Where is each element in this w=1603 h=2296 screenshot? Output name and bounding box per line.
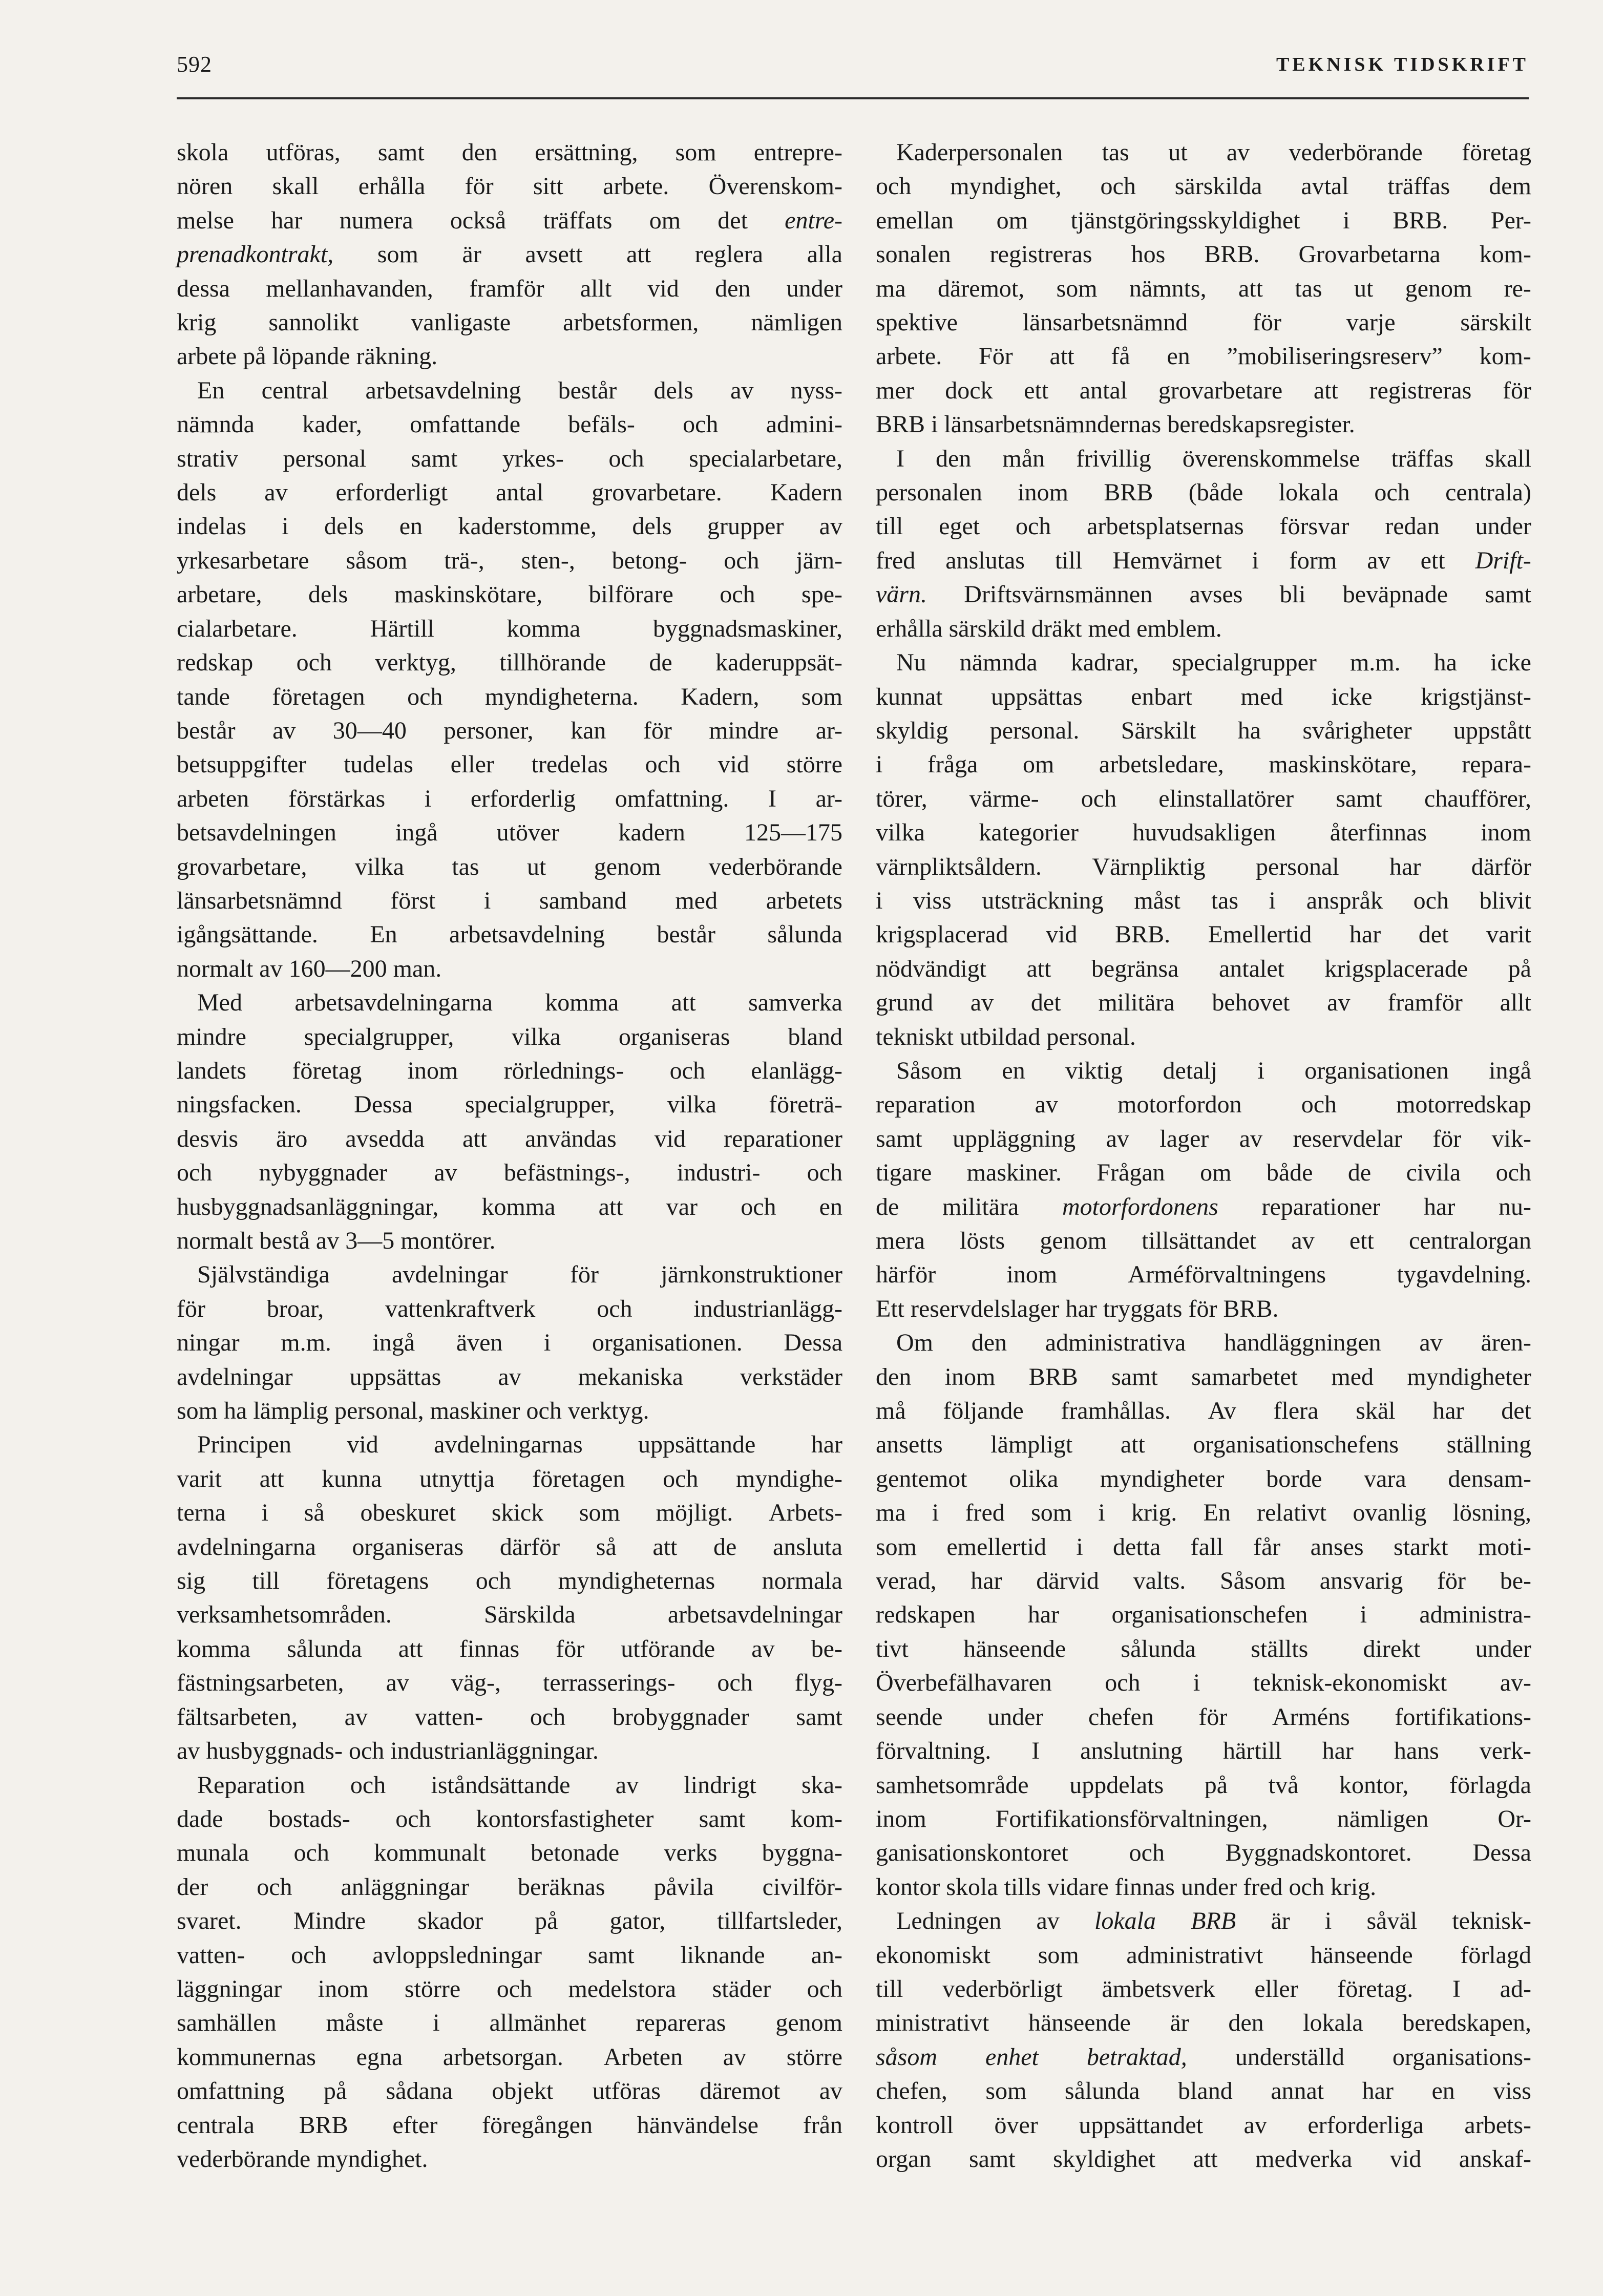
text-line: värnpliktsåldern. Värnpliktig personal har därför xyxy=(876,853,1531,880)
text-line: fältsarbeten, av vatten- och brobyggnader samt xyxy=(177,1703,842,1731)
text-line: skyldig personal. Särskilt ha svårigheter uppstått xyxy=(876,717,1531,744)
text-line: reparation av motorfordon och motorredskap xyxy=(876,1091,1531,1119)
text-line: betsuppgifter tudelas eller tredelas och vid större xyxy=(177,751,842,778)
journal-title: TEKNISK TIDSKRIFT xyxy=(1276,54,1529,75)
text-line: ekonomiskt som administrativt hänseende förlagd xyxy=(876,1941,1531,1969)
text-line: Om den administrativa handläggningen av ären- xyxy=(896,1329,1531,1357)
text-line: komma sålunda att finnas för utförande av be- xyxy=(177,1635,842,1662)
text-line: seende under chefen för Arméns fortifikations- xyxy=(876,1703,1531,1731)
text-line: betsavdelningen ingå utöver kadern 125—175 xyxy=(177,819,842,847)
text-line: törer, värme- och elinstallatörer samt chaufförer, xyxy=(876,785,1531,812)
text-line: krig sannolikt vanligaste arbetsformen, nämligen xyxy=(177,309,842,336)
text-line: dade bostads- och kontorsfastigheter samt kom- xyxy=(177,1805,842,1832)
text-line: dessa mellanhavanden, framför allt vid den under xyxy=(177,275,842,302)
text-line: nören skall erhålla för sitt arbete. Överenskom- xyxy=(177,173,842,200)
text-line: erhålla särskild dräkt med emblem. xyxy=(876,615,1222,642)
text-line: prenadkontrakt, som är avsett att reglera alla xyxy=(177,241,842,268)
text-line: skola utföras, samt den ersättning, som entrepre- xyxy=(177,139,842,166)
text-line: tivt hänseende sålunda ställts direkt under xyxy=(876,1635,1531,1662)
text-line: chefen, som sålunda bland annat har en viss xyxy=(876,2077,1531,2105)
text-line: krigsplacerad vid BRB. Emellertid har det varit xyxy=(876,921,1531,949)
text-line: och myndighet, och särskilda avtal träffas dem xyxy=(876,173,1531,200)
text-line: såsom enhet betraktad, underställd organisations- xyxy=(876,2043,1531,2071)
text-line: tigare maskiner. Frågan om både de civila och xyxy=(876,1159,1531,1187)
text-line: organ samt skyldighet att medverka vid anskaf- xyxy=(876,2145,1531,2173)
text-line: länsarbetsnämnd först i samband med arbetets xyxy=(177,887,842,914)
text-line: förvaltning. I anslutning härtill har hans verk- xyxy=(876,1737,1531,1765)
text-line: spektive länsarbetsnämnd för varje särskilt xyxy=(876,309,1531,336)
text-line: kontroll över uppsättandet av erforderliga arbets- xyxy=(876,2111,1531,2139)
text-line: I den mån frivillig överenskommelse träffas skall xyxy=(896,445,1531,472)
text-line: Ett reservdelslager har tryggats för BRB. xyxy=(876,1295,1279,1322)
text-line: kommunernas egna arbetsorgan. Arbeten av större xyxy=(177,2043,842,2071)
text-line: de militära motorfordonens reparationer har nu- xyxy=(876,1193,1531,1220)
text-line: yrkesarbetare såsom trä-, sten-, betong- och järn- xyxy=(177,546,842,574)
text-line: ningsfacken. Dessa specialgrupper, vilka företrä- xyxy=(177,1091,842,1119)
page-number: 592 xyxy=(177,52,212,77)
text-line: gentemot olika myndigheter borde vara densam- xyxy=(876,1465,1531,1492)
text-line: ministrativt hänseende är den lokala beredskapen, xyxy=(876,2009,1531,2037)
text-line: svaret. Mindre skador på gator, tillfartsleder, xyxy=(177,1907,842,1935)
text-line: varit att kunna utnyttja företagen och myndighe- xyxy=(177,1465,842,1492)
text-line: normalt av 160—200 man. xyxy=(177,955,442,982)
text-line: samt uppläggning av lager av reservdelar för vik- xyxy=(876,1125,1531,1152)
text-line: BRB i länsarbetsnämndernas beredskapsregister. xyxy=(876,411,1355,438)
text-line: sonalen registreras hos BRB. Grovarbetarna kom- xyxy=(876,241,1531,268)
text-line: läggningar inom större och medelstora städer och xyxy=(177,1975,842,2003)
text-line: mindre specialgrupper, vilka organiseras bland xyxy=(177,1023,842,1050)
text-line: i viss utsträckning måst tas i anspråk och blivit xyxy=(876,887,1531,914)
right-column xyxy=(876,136,1531,2176)
text-line: tekniskt utbildad personal. xyxy=(876,1023,1136,1050)
text-line: Principen vid avdelningarnas uppsättande har xyxy=(197,1431,842,1459)
left-column xyxy=(177,136,842,2176)
text-line: av husbyggnads- och industrianläggningar. xyxy=(177,1737,599,1765)
text-line: härför inom Arméförvaltningens tygavdelning. xyxy=(876,1261,1531,1289)
text-line: värn. Driftsvärnsmännen avses bli beväpnade samt xyxy=(876,581,1531,608)
text-line: strativ personal samt yrkes- och specialarbetare, xyxy=(177,445,842,472)
text-line: normalt bestå av 3—5 montörer. xyxy=(177,1227,496,1254)
text-line: inom Fortifikationsförvaltningen, nämligen Or- xyxy=(876,1805,1531,1832)
text-line: Nu nämnda kadrar, specialgrupper m.m. ha icke xyxy=(896,649,1531,677)
page-header xyxy=(177,51,1529,92)
text-line: mer dock ett antal grovarbetare att registreras för xyxy=(876,376,1531,404)
text-line: igångsättande. En arbetsavdelning består sålunda xyxy=(177,921,842,949)
text-line: cialarbetare. Härtill komma byggnadsmaskiner, xyxy=(177,615,842,642)
text-line: Reparation och iståndsättande av lindrigt ska- xyxy=(197,1771,842,1799)
text-line: der och anläggningar beräknas påvila civilför- xyxy=(177,1873,842,1901)
text-line: Med arbetsavdelningarna komma att samverka xyxy=(197,989,842,1017)
text-line: redskapen har organisationschefen i administra- xyxy=(876,1601,1531,1629)
text-line: grund av det militära behovet av framför allt xyxy=(876,989,1531,1017)
text-line: melse har numera också träffats om det entre- xyxy=(177,206,842,234)
text-line: avdelningar uppsättas av mekaniska verkstäder xyxy=(177,1363,842,1391)
text-line: som ha lämplig personal, maskiner och verktyg. xyxy=(177,1397,649,1425)
text-line: mera lösts genom tillsättandet av ett centralorgan xyxy=(876,1227,1531,1254)
text-line: indelas i dels en kaderstomme, dels grupper av xyxy=(177,513,842,540)
text-line: ma i fred som i krig. En relativt ovanlig lösning, xyxy=(876,1499,1531,1527)
text-line: ningar m.m. ingå även i organisationen. Dessa xyxy=(177,1329,842,1357)
text-line: verksamhetsområden. Särskilda arbetsavdelningar xyxy=(177,1601,842,1629)
text-line: Självständiga avdelningar för järnkonstruktioner xyxy=(197,1261,842,1289)
text-line: centrala BRB efter föregången hänvändelse från xyxy=(177,2111,842,2139)
text-line: till vederbörligt ämbetsverk eller företag. I ad- xyxy=(876,1975,1531,2003)
text-line: omfattning på sådana objekt utföras däremot av xyxy=(177,2077,842,2105)
text-line: grovarbetare, vilka tas ut genom vederbörande xyxy=(177,853,842,880)
text-line: för broar, vattenkraftverk och industrianlägg- xyxy=(177,1295,842,1322)
text-line: desvis äro avsedda att användas vid reparationer xyxy=(177,1125,842,1152)
text-line: landets företag inom rörlednings- och elanlägg- xyxy=(177,1057,842,1084)
text-line: må följande framhållas. Av flera skäl har det xyxy=(876,1397,1531,1425)
text-line: terna i så obeskuret skick som möjligt. Arbets- xyxy=(177,1499,842,1527)
text-line: avdelningarna organiseras därför så att de ansluta xyxy=(177,1533,842,1561)
text-line: personalen inom BRB (både lokala och centrala) xyxy=(876,479,1531,507)
text-line: nödvändigt att begränsa antalet krigsplacerade på xyxy=(876,955,1531,982)
text-line: den inom BRB samt samarbetet med myndigheter xyxy=(876,1363,1531,1391)
text-line: arbete. För att få en ”mobiliseringsreserv” kom- xyxy=(876,343,1531,370)
text-line: sig till företagens och myndigheternas normala xyxy=(177,1567,842,1595)
text-line: ma däremot, som nämnts, att tas ut genom re- xyxy=(876,275,1531,302)
text-line: arbetare, dels maskinskötare, bilförare och spe- xyxy=(177,581,842,608)
text-line: samhetsområde uppdelats på två kontor, förlagda xyxy=(876,1771,1531,1799)
text-line: Såsom en viktig detalj i organisationen ingå xyxy=(896,1057,1531,1084)
text-line: vilka kategorier huvudsakligen återfinnas inom xyxy=(876,819,1531,847)
text-line: fred anslutas till Hemvärnet i form av ett Drift- xyxy=(876,546,1531,574)
text-line: samhällen måste i allmänhet repareras genom xyxy=(177,2009,842,2037)
text-line: ansetts lämpligt att organisationschefens ställning xyxy=(876,1431,1531,1459)
text-line: kunnat uppsättas enbart med icke krigstjänst- xyxy=(876,683,1531,710)
text-line: ganisationskontoret och Byggnadskontoret. Dessa xyxy=(876,1839,1531,1867)
text-line: Överbefälhavaren och i teknisk-ekonomiskt av- xyxy=(876,1669,1531,1697)
text-line: består av 30—40 personer, kan för mindre ar- xyxy=(177,717,842,744)
text-line: kontor skola tills vidare finnas under fred och krig. xyxy=(876,1873,1377,1901)
text-line: nämnda kader, omfattande befäls- och admini- xyxy=(177,411,842,438)
text-line: i fråga om arbetsledare, maskinskötare, repara- xyxy=(876,751,1531,778)
text-line: Kaderpersonalen tas ut av vederbörande företag xyxy=(896,139,1531,166)
text-line: Ledningen av lokala BRB är i såväl teknisk- xyxy=(896,1907,1531,1935)
text-line: fästningsarbeten, av väg-, terrasserings- och flyg- xyxy=(177,1669,842,1697)
text-line: vederbörande myndighet. xyxy=(177,2145,428,2173)
text-line: En central arbetsavdelning består dels av nyss- xyxy=(197,376,842,404)
text-line: arbeten förstärkas i erforderlig omfattning. I ar- xyxy=(177,785,842,812)
text-line: tande företagen och myndigheterna. Kadern, som xyxy=(177,683,842,710)
text-line: munala och kommunalt betonade verks byggna- xyxy=(177,1839,842,1867)
text-line: vatten- och avloppsledningar samt liknande an- xyxy=(177,1941,842,1969)
text-line: emellan om tjänstgöringsskyldighet i BRB. Per- xyxy=(876,206,1531,234)
header-rule xyxy=(177,97,1529,99)
text-line: verad, har därvid valts. Såsom ansvarig för be- xyxy=(876,1567,1531,1595)
text-line: husbyggnadsanläggningar, komma att var och en xyxy=(177,1193,842,1220)
text-line: redskap och verktyg, tillhörande de kaderuppsät- xyxy=(177,649,842,677)
text-line: dels av erforderligt antal grovarbetare. Kadern xyxy=(177,479,842,507)
text-line: arbete på löpande räkning. xyxy=(177,343,438,370)
text-line: till eget och arbetsplatsernas försvar redan under xyxy=(876,513,1531,540)
text-line: och nybyggnader av befästnings-, industri- och xyxy=(177,1159,842,1187)
text-line: som emellertid i detta fall får anses starkt moti- xyxy=(876,1533,1531,1561)
